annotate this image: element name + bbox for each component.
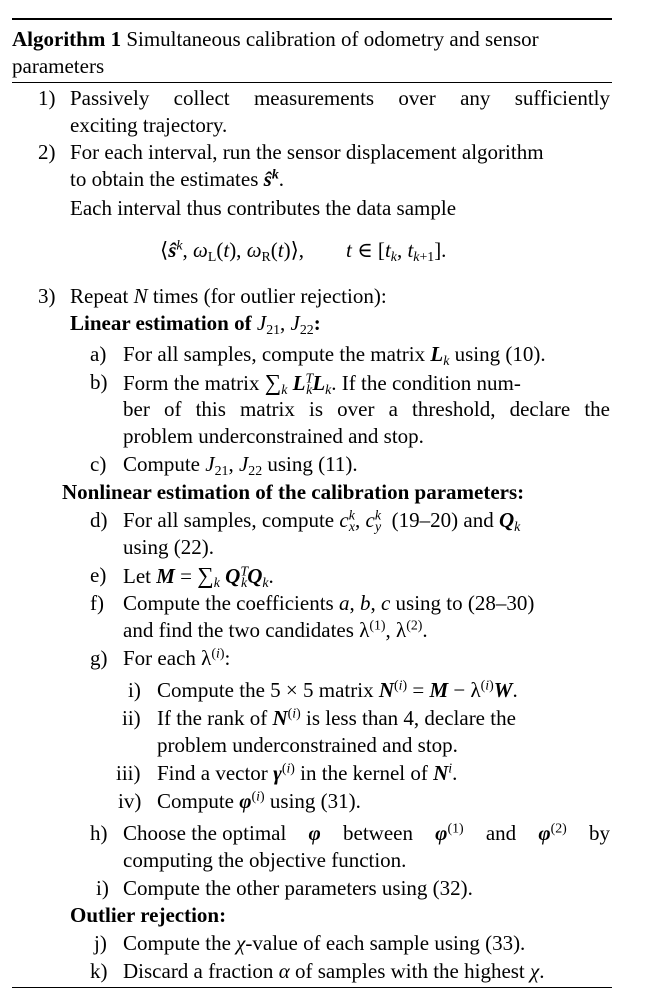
math-s-hat: $ŝ^k$ [263,166,279,191]
substep-b-line-1: Form the matrix $\sum_k$ $L^T_kL_k$. If the condition num- [123,369,521,398]
substep-g-iv-num: iv) [118,789,142,813]
substep-h-num: h) [90,821,108,845]
substep-i-line-1: Compute the other parameters using (32). [123,876,473,900]
substep-g-line-1: For each $\lambda^{(i)}$: [123,645,231,670]
substep-c-line-1: Compute $J_{21}$, $J_{22}$ using (11). [123,452,358,479]
substep-e-num: e) [90,563,107,587]
substep-c-num: c) [90,452,107,476]
substep-g-iii-line-1: Find a vector $\gamma^{(i)}$ in the kernel of $N^i$. [157,760,458,785]
substep-j-num: j) [94,931,107,955]
substep-f-num: f) [90,591,104,615]
substep-i-num: i) [96,876,109,900]
section-nonlinear-estimation: Nonlinear estimation of the calibration parameters: [62,480,525,504]
substep-a-num: a) [90,342,107,366]
substep-b-num: b) [90,370,108,394]
step-1-num: 1) [38,86,56,110]
algorithm-caption-cont [12,53,104,79]
substep-k-num: k) [90,959,108,983]
substep-d-line-2: using (22). [123,535,214,559]
substep-g-ii-line-1: If the rank of $N^{(i)}$ is less than 4, declare the [157,705,516,730]
top-rule [12,18,612,20]
substep-g-ii-line-2: problem underconstrained and stop. [157,733,458,757]
substep-j-line-1: Compute the χ-value of each sample using (33). [123,931,526,955]
substep-f-line-2: and find the two candidates $\lambda^{(1)}$, $\lambda^{(2)}$. [123,617,428,642]
substep-g-i-num: i) [128,678,141,702]
section-linear-estimation: Linear estimation of $J_{21}$, $J_{22}$: [70,311,321,338]
substep-e-line-1: Let $M = \sum_k$ $Q^T_kQ_k$. [123,562,274,591]
step-1-line-1: Passively collect measurements over any sufficiently [70,86,610,110]
step-2-line-3: Each interval thus contributes the data sample [70,196,457,220]
data-sample-equation: $⟨ŝ^k$, $\omega_L(t)$, $\omega_R(t)⟩$, t ∈ [$t_k$, $t_{k+1}$]. [160,237,447,265]
substep-d-num: d) [90,508,108,532]
substep-g-num: g) [90,646,108,670]
substep-h-line-1: Choose the optimal φ between $\varphi^{(1)}$ and $\varphi^{(2)}$ by [123,820,610,845]
substep-b-line-3: problem underconstrained and stop. [123,424,424,448]
substep-g-iii-num: iii) [116,761,141,785]
algorithm-caption [12,26,539,52]
algorithm-title: Simultaneous calibration of odometry and sensor [126,27,539,51]
algorithm-label: Algorithm 1 [12,27,122,51]
substep-g-i-line-1: Compute the 5 × 5 matrix $N^{(i)} = M - \lambda^{(i)}W$. [157,677,518,702]
step-3-line-1: Repeat N times (for outlier rejection): [70,284,387,308]
substep-k-line-1: Discard a fraction α of samples with the highest χ. [123,959,545,983]
step-2-line-1: For each interval, run the sensor displacement algorithm [70,140,544,164]
substep-b-line-2: ber of this matrix is over a threshold, declare the [123,397,610,421]
substep-h-line-2: computing the objective function. [123,848,407,872]
substep-f-line-1: Compute the coefficients a, b, c using to (28–30) [123,591,535,615]
step-2-line-2: to obtain the estimates $ŝ^k$. [70,166,284,191]
substep-a-line-1: For all samples, compute the matrix $L_k$ using (10). [123,342,546,369]
substep-d-line-1: For all samples, compute $c^k_x$, $c^k_y$ (19–20) and $Q_k$ [123,507,521,535]
step-1-line-2: exciting trajectory. [70,113,228,137]
section-outlier-rejection: Outlier rejection: [70,903,227,927]
step-3-num: 3) [38,284,56,308]
substep-g-iv-line-1: Compute $\varphi^{(i)}$ using (31). [157,788,361,813]
bottom-rule [12,987,612,988]
substep-g-ii-num: ii) [122,706,141,730]
algorithm-title-cont: parameters [12,54,105,78]
step-2-num: 2) [38,140,56,164]
caption-rule [12,82,612,83]
